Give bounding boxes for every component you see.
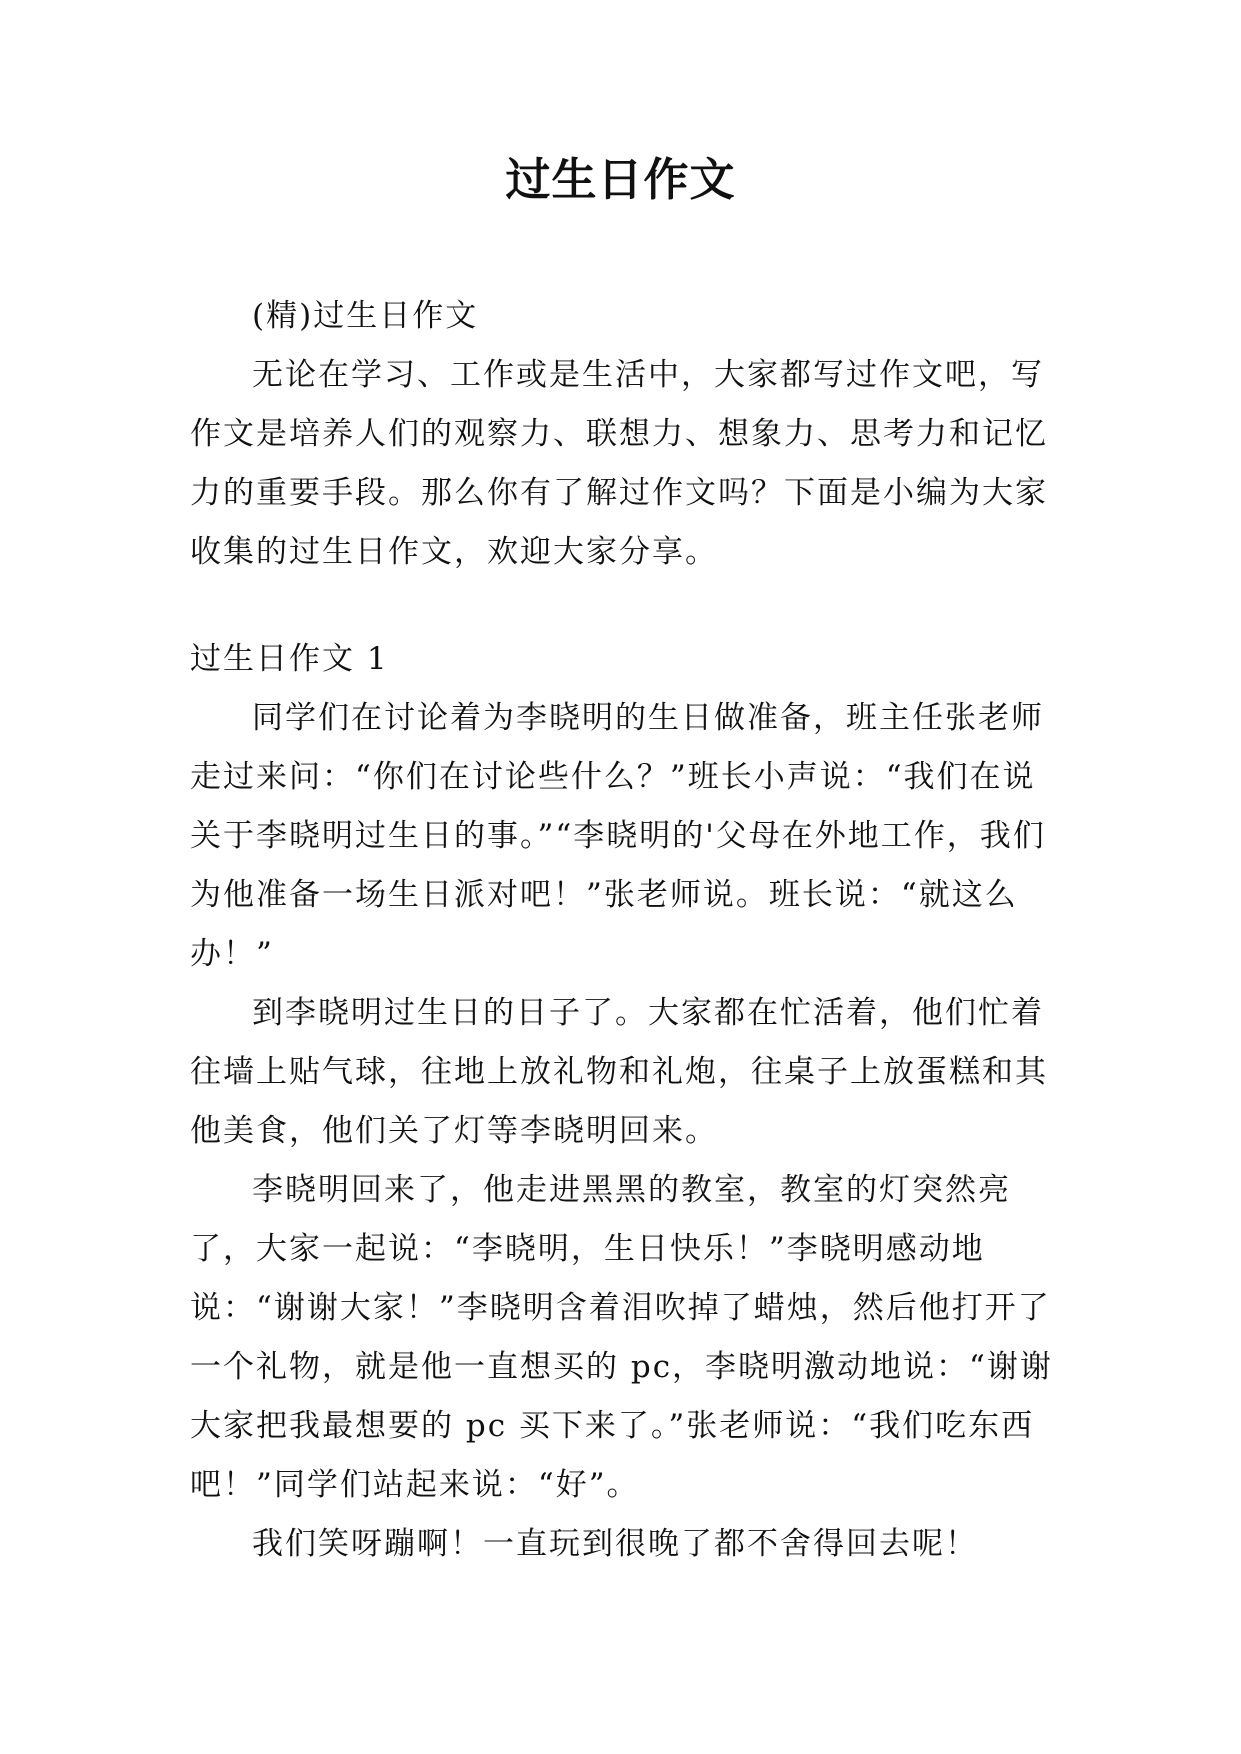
essay-paragraph-3: 李晓明回来了，他走进黑黑的教室，教室的灯突然亮了，大家一起说：“李晓明，生日快乐！”李晓明感动地说：“谢谢大家！”李晓明含着泪吹掉了蜡烛，然后他打开了一个礼物，就是他一直想买的 pc，李晓明激动地说：“谢谢大家把我最想要的 pc 买下来了。”张老师说：“我们吃东西吧！”同学们站起来说：“好”。 <box>190 1172 1053 1503</box>
document-body <box>190 287 1055 1574</box>
essay-paragraph-1: 同学们在讨论着为李晓明的生日做准备，班主任张老师走过来问：“你们在讨论些什么？”班长小声说：“我们在说关于李晓明过生日的事。”“李晓明的'父母在外地工作，我们为他准备一场生日派对吧！”张老师说。班长说：“就这么办！” <box>190 700 1046 972</box>
essay-paragraph-2: 到李晓明过生日的日子了。大家都在忙活着，他们忙着往墙上贴气球，往地上放礼物和礼炮，往桌子上放蛋糕和其他美食，他们关了灯等李晓明回来。 <box>190 995 1048 1149</box>
document-title: 过生日作文 <box>505 153 736 206</box>
intro-heading: (精)过生日作文 <box>252 298 479 334</box>
essay-paragraph-4: 我们笑呀蹦啊！一直玩到很晚了都不舍得回去呢！ <box>252 1526 978 1562</box>
section-heading: 过生日作文 1 <box>190 641 389 677</box>
section-spacer <box>190 582 1055 630</box>
intro-paragraph: 无论在学习、工作或是生活中，大家都写过作文吧，写作文是培养人们的观察力、联想力、想象力、思考力和记忆力的重要手段。那么你有了解过作文吗？下面是小编为大家收集的过生日作文，欢迎大家分享。 <box>190 357 1048 570</box>
